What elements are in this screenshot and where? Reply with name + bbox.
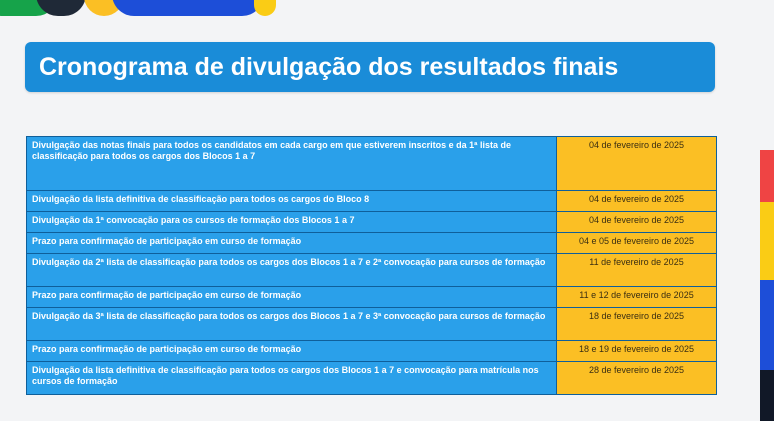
schedule-table: [26, 136, 717, 395]
event-date: 28 de fevereiro de 2025: [557, 362, 717, 395]
decorative-top-band: [0, 0, 774, 16]
decorative-red-stripe: [760, 150, 774, 202]
event-date: 04 de fevereiro de 2025: [557, 137, 717, 191]
table-row: [27, 191, 717, 212]
event-description: Divulgação da 2ª lista de classificação para todos os cargos dos Blocos 1 a 7 e 2ª convocação para cursos de formação: [27, 254, 557, 287]
table-row: [27, 308, 717, 341]
decorative-blue-shape: [112, 0, 264, 16]
event-date: 11 e 12 de fevereiro de 2025: [557, 287, 717, 308]
event-description: Prazo para confirmação de participação em curso de formação: [27, 233, 557, 254]
decorative-dark-stripe: [760, 370, 774, 421]
table-row: [27, 254, 717, 287]
event-date: 04 e 05 de fevereiro de 2025: [557, 233, 717, 254]
event-date: 04 de fevereiro de 2025: [557, 191, 717, 212]
title-banner: [25, 42, 715, 92]
event-description: Divulgação das notas finais para todos os candidatos em cada cargo em que estiverem inscritos e da 1ª lista de classificação para todos os cargos dos Blocos 1 a 7: [27, 137, 557, 191]
table-row: [27, 287, 717, 308]
event-description: Divulgação da 1ª convocação para os cursos de formação dos Blocos 1 a 7: [27, 212, 557, 233]
table-row: [27, 362, 717, 395]
decorative-blue-stripe: [760, 280, 774, 370]
event-date: 18 e 19 de fevereiro de 2025: [557, 341, 717, 362]
event-description: Divulgação da lista definitiva de classificação para todos os cargos do Bloco 8: [27, 191, 557, 212]
table-row: [27, 137, 717, 191]
table-row: [27, 341, 717, 362]
decorative-yellow-stripe: [760, 202, 774, 280]
event-description: Divulgação da lista definitiva de classificação para todos os cargos dos Blocos 1 a 7 e convocação para matrícula nos cursos de formação: [27, 362, 557, 395]
table-row: [27, 233, 717, 254]
decorative-yellow-shape-2: [254, 0, 276, 16]
event-date: 11 de fevereiro de 2025: [557, 254, 717, 287]
decorative-right-stripes: [760, 150, 774, 421]
page-title: Cronograma de divulgação dos resultados finais: [39, 52, 619, 81]
event-description: Prazo para confirmação de participação em curso de formação: [27, 341, 557, 362]
event-description: Prazo para confirmação de participação em curso de formação: [27, 287, 557, 308]
event-date: 18 de fevereiro de 2025: [557, 308, 717, 341]
table-row: [27, 212, 717, 233]
event-date: 04 de fevereiro de 2025: [557, 212, 717, 233]
event-description: Divulgação da 3ª lista de classificação para todos os cargos dos Blocos 1 a 7 e 3ª convocação para cursos de formação: [27, 308, 557, 341]
